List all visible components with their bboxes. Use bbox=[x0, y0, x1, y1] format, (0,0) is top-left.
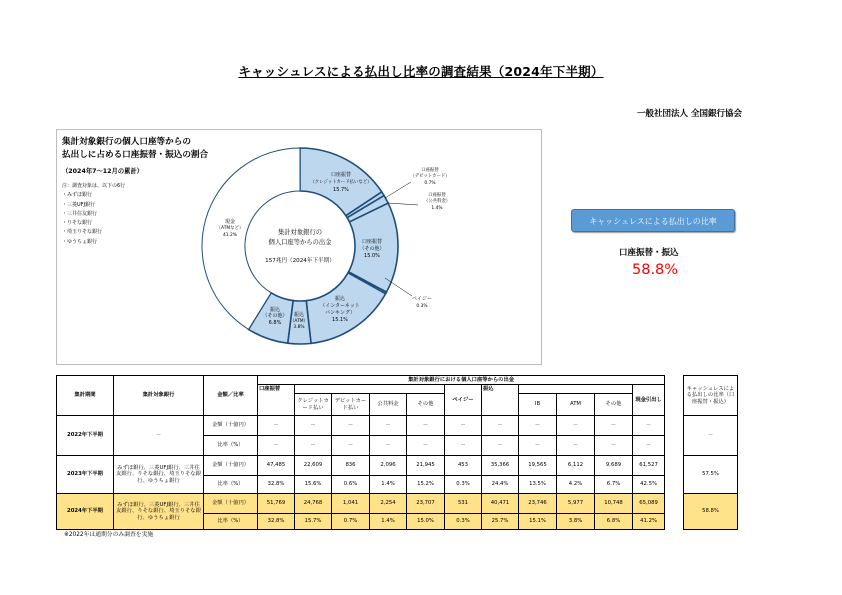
label-ib-pct: 15.1% bbox=[332, 317, 348, 323]
cell: 10,748 bbox=[595, 494, 633, 514]
header-furikomi-total bbox=[482, 394, 519, 416]
cell: 22,609 bbox=[295, 456, 332, 476]
cell: 0.3% bbox=[445, 514, 482, 530]
cell: 24.4% bbox=[482, 476, 519, 494]
organization-name: 一般社団法人 全国銀行協会 bbox=[637, 109, 742, 119]
header-credit: クレジットカード払い bbox=[295, 394, 332, 416]
label-ib-3: バンキング） bbox=[324, 310, 356, 316]
cell: 15.1% bbox=[519, 514, 557, 530]
cell: 24,768 bbox=[295, 494, 332, 514]
side-cell: 58.8% bbox=[684, 494, 738, 530]
note-bank: ・三菱UFJ銀行 bbox=[62, 201, 96, 208]
cell: － bbox=[332, 416, 370, 436]
cell: 25.7% bbox=[482, 514, 519, 530]
cell: 6.8% bbox=[595, 514, 633, 530]
label-ib-1: 振込 bbox=[334, 296, 346, 302]
cell: － bbox=[370, 416, 407, 436]
side-cell: － bbox=[684, 416, 738, 456]
cell: － bbox=[445, 436, 482, 456]
header-spacer bbox=[557, 385, 595, 394]
header-furikae-total bbox=[258, 394, 295, 416]
cell: － bbox=[445, 416, 482, 436]
header-unit: 金額／比率 bbox=[204, 376, 258, 416]
cell: － bbox=[407, 416, 445, 436]
header-cash: 現金引出し bbox=[633, 385, 665, 416]
leader-line-debit bbox=[385, 182, 411, 198]
header-furikae-other: その他 bbox=[407, 394, 445, 416]
label-credit-2: （クレジットカード払いなど） bbox=[310, 180, 372, 185]
header-atm: ATM bbox=[557, 394, 595, 416]
cell: － bbox=[595, 436, 633, 456]
cell: － bbox=[633, 436, 665, 456]
cell: 19,565 bbox=[519, 456, 557, 476]
label-tr-other-1: 振込 bbox=[269, 307, 281, 313]
header-furikomi-other: その他 bbox=[595, 394, 633, 416]
note-bank: ・ゆうちょ銀行 bbox=[62, 238, 98, 245]
label-debit-2: （デビットカード） bbox=[410, 174, 450, 179]
cell: 0.7% bbox=[332, 514, 370, 530]
label-other-1: 口座振替 bbox=[361, 239, 383, 245]
header-spacer bbox=[519, 385, 557, 394]
note-bank: ・三井住友銀行 bbox=[62, 210, 98, 217]
label-ib-2: （インターネット bbox=[320, 303, 360, 309]
cell: 21,945 bbox=[407, 456, 445, 476]
cell: － bbox=[258, 416, 295, 436]
cell: － bbox=[295, 416, 332, 436]
label-other-2: （その他） bbox=[359, 246, 385, 252]
row-ratio-label: 比率（%） bbox=[204, 476, 258, 494]
cell: － bbox=[519, 436, 557, 456]
cashless-value: 58.8% bbox=[632, 262, 679, 278]
cell: 6,112 bbox=[557, 456, 595, 476]
label-atm-1: 振込 bbox=[293, 312, 305, 318]
label-public-2: （公共料金） bbox=[423, 199, 451, 204]
cell: 51,769 bbox=[258, 494, 295, 514]
cell: 23,746 bbox=[519, 494, 557, 514]
cell: 47,485 bbox=[258, 456, 295, 476]
row-banks: みずほ銀行、三菱UFJ銀行、三井住友銀行、りそな銀行、埼玉りそな銀行、ゆうちょ銀行 bbox=[114, 494, 204, 530]
cell: 2,096 bbox=[370, 456, 407, 476]
cell: 1,041 bbox=[332, 494, 370, 514]
cell: － bbox=[595, 416, 633, 436]
cell: 4.2% bbox=[557, 476, 595, 494]
header-furikae: 口座振替 bbox=[258, 385, 295, 394]
data-table bbox=[56, 375, 665, 530]
label-public-pct: 1.4% bbox=[431, 206, 443, 211]
side-cell: 57.5% bbox=[684, 456, 738, 494]
cell: 453 bbox=[445, 456, 482, 476]
row-amount-label: 金額（十億円） bbox=[204, 456, 258, 476]
chart-title-line2: 払出しに占める口座振替・振込の割合 bbox=[62, 150, 209, 160]
label-atm-2: （ATM） bbox=[290, 319, 308, 324]
cell: 3.8% bbox=[557, 514, 595, 530]
cell: － bbox=[370, 436, 407, 456]
row-period: 2023年下半期 bbox=[57, 456, 114, 494]
label-cash-pct: 41.2% bbox=[223, 233, 237, 238]
cell: 6.7% bbox=[595, 476, 633, 494]
header-payeasy: ペイジー bbox=[445, 385, 482, 416]
center-text-1: 集計対象銀行の bbox=[277, 229, 323, 236]
note-bank: ・みずほ銀行 bbox=[62, 192, 93, 199]
cell: 32.8% bbox=[258, 514, 295, 530]
row-period: 2024年下半期 bbox=[57, 494, 114, 530]
center-text-3: 157兆円（2024年下半期） bbox=[265, 258, 335, 264]
cell: 15.2% bbox=[407, 476, 445, 494]
chart-title-line1: 集計対象銀行の個人口座等からの bbox=[62, 137, 191, 147]
cell: 0.6% bbox=[332, 476, 370, 494]
label-cash-2: （ATMなど） bbox=[216, 226, 244, 231]
note-bank: ・埼玉りそな銀行 bbox=[62, 229, 103, 236]
note-bank: ・りそな銀行 bbox=[62, 220, 93, 227]
cell: 13.5% bbox=[519, 476, 557, 494]
header-spacer bbox=[595, 385, 633, 394]
header-spacer bbox=[332, 385, 370, 394]
label-atm-pct: 3.8% bbox=[293, 325, 305, 330]
cell: － bbox=[633, 416, 665, 436]
label-pay-pct: 0.3% bbox=[416, 304, 428, 309]
header-spacer bbox=[370, 385, 407, 394]
header-debit: デビットカード払い bbox=[332, 394, 370, 416]
row-banks: みずほ銀行、三菱UFJ銀行、三井住友銀行、りそな銀行、埼玉りそな銀行、ゆうちょ銀行 bbox=[114, 456, 204, 494]
header-spacer bbox=[407, 385, 445, 394]
cell: 5,977 bbox=[557, 494, 595, 514]
row-period: 2022年下半期 bbox=[57, 416, 114, 456]
cell: 41.2% bbox=[633, 514, 665, 530]
header-top: 集計対象銀行における個人口座等からの出金 bbox=[258, 376, 665, 385]
note-header: 注：調査対象は、以下の6行 bbox=[62, 183, 126, 189]
cell: 15.6% bbox=[295, 476, 332, 494]
side-header: キャッシュレスによる払出しの比率（口座振替・振込） bbox=[684, 376, 738, 416]
cell: 836 bbox=[332, 456, 370, 476]
cell: 65,089 bbox=[633, 494, 665, 514]
row-ratio-label: 比率（%） bbox=[204, 514, 258, 530]
row-amount-label: 金額（十億円） bbox=[204, 494, 258, 514]
header-public: 公共料金 bbox=[370, 394, 407, 416]
footnote: ※2022年は通期分のみ調査を実施 bbox=[64, 532, 154, 538]
cell: 40,471 bbox=[482, 494, 519, 514]
row-banks: － bbox=[114, 416, 204, 456]
cell: 15.0% bbox=[407, 514, 445, 530]
page-title: キャッシュレスによる払出し比率の調査結果（2024年下半期） bbox=[238, 64, 604, 79]
cell: 32.8% bbox=[258, 476, 295, 494]
cell: 15.7% bbox=[295, 514, 332, 530]
header-period: 集計期間 bbox=[57, 376, 114, 416]
cell: － bbox=[557, 436, 595, 456]
cell: 23,707 bbox=[407, 494, 445, 514]
label-debit-1: 口座振替 bbox=[421, 168, 439, 173]
header-banks: 集計対象銀行 bbox=[114, 376, 204, 416]
cell: － bbox=[482, 416, 519, 436]
row-ratio-label: 比率（%） bbox=[204, 436, 258, 456]
header-ib: IB bbox=[519, 394, 557, 416]
row-amount-label: 金額（十億円） bbox=[204, 416, 258, 436]
cell: 531 bbox=[445, 494, 482, 514]
cell: 35,366 bbox=[482, 456, 519, 476]
cell: 2,254 bbox=[370, 494, 407, 514]
label-debit-pct: 0.7% bbox=[424, 181, 436, 186]
cell: 1.4% bbox=[370, 476, 407, 494]
label-credit-1: 口座振替 bbox=[330, 172, 352, 178]
leader-line-public bbox=[388, 203, 418, 205]
cell: － bbox=[482, 436, 519, 456]
cell: 1.4% bbox=[370, 514, 407, 530]
label-other-pct: 15.0% bbox=[364, 253, 380, 259]
cell: 9,689 bbox=[595, 456, 633, 476]
label-cash-1: 現金 bbox=[224, 219, 236, 225]
cell: － bbox=[407, 436, 445, 456]
cell: 61,527 bbox=[633, 456, 665, 476]
label-tr-other-2: （その他） bbox=[262, 313, 288, 319]
cell: 42.5% bbox=[633, 476, 665, 494]
label-pay-1: ペイジー bbox=[411, 296, 433, 302]
cell: － bbox=[295, 436, 332, 456]
chart-period: （2024年7～12月の累計） bbox=[62, 168, 144, 175]
cashless-side-table bbox=[683, 375, 738, 530]
label-public-1: 口座振替 bbox=[428, 193, 446, 198]
cell: － bbox=[557, 416, 595, 436]
cell: － bbox=[258, 436, 295, 456]
cell: － bbox=[332, 436, 370, 456]
center-text-2: 個人口座等からの出金 bbox=[268, 239, 332, 246]
cell: 0.3% bbox=[445, 476, 482, 494]
cashless-label: 口座振替・振込 bbox=[619, 248, 679, 258]
cashless-ratio-button[interactable]: キャッシュレスによる払出しの比率 bbox=[571, 209, 735, 232]
cell: － bbox=[519, 416, 557, 436]
header-furikomi: 振込 bbox=[482, 385, 519, 394]
label-tr-other-pct: 6.8% bbox=[268, 320, 282, 326]
header-spacer bbox=[295, 385, 332, 394]
label-credit-pct: 15.7% bbox=[333, 187, 349, 193]
